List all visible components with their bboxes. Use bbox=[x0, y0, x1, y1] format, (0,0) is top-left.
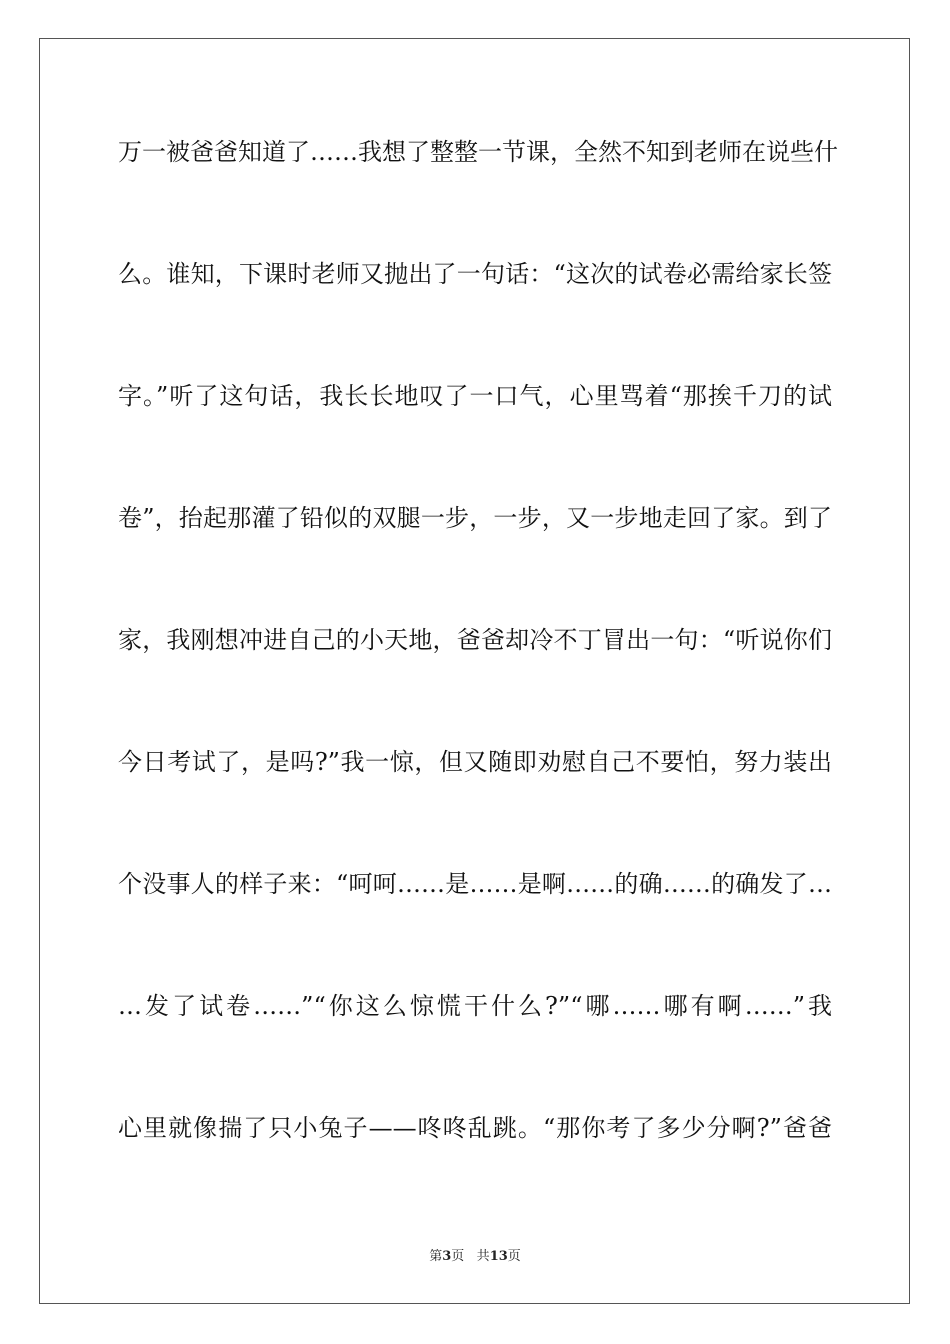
total-suffix: 页 bbox=[507, 1249, 521, 1264]
text-line: …发了试卷……”“你这么惊慌干什么?”“哪……哪有啊……”我 bbox=[118, 992, 832, 1020]
text-line: 么。谁知，下课时老师又抛出了一句话：“这次的试卷必需给家长签 bbox=[118, 260, 832, 288]
page-number: 3 bbox=[442, 1249, 452, 1264]
text-line: 家，我刚想冲进自己的小天地，爸爸却冷不丁冒出一句：“听说你们 bbox=[118, 626, 832, 654]
text-line: 个没事人的样子来：“呵呵……是……是啊……的确……的确发了… bbox=[118, 870, 832, 898]
text-line: 万一被爸爸知道了……我想了整整一节课，全然不知到老师在说些什 bbox=[118, 138, 838, 166]
text-line: 卷”，抬起那灌了铅似的双腿一步，一步，又一步地走回了家。到了 bbox=[118, 504, 832, 532]
total-prefix: 共 bbox=[476, 1249, 490, 1264]
text-line: 今日考试了，是吗?”我一惊，但又随即劝慰自己不要怕，努力装出 bbox=[118, 748, 832, 776]
text-line: 字。”听了这句话，我长长地叹了一口气，心里骂着“那挨千刀的试 bbox=[118, 382, 832, 410]
page-footer bbox=[0, 1248, 950, 1266]
total-pages: 13 bbox=[489, 1249, 508, 1264]
text-line: 心里就像揣了只小兔子——咚咚乱跳。“那你考了多少分啊?”爸爸 bbox=[118, 1114, 832, 1142]
page-suffix: 页 bbox=[451, 1249, 465, 1264]
page-prefix: 第 bbox=[429, 1249, 443, 1264]
